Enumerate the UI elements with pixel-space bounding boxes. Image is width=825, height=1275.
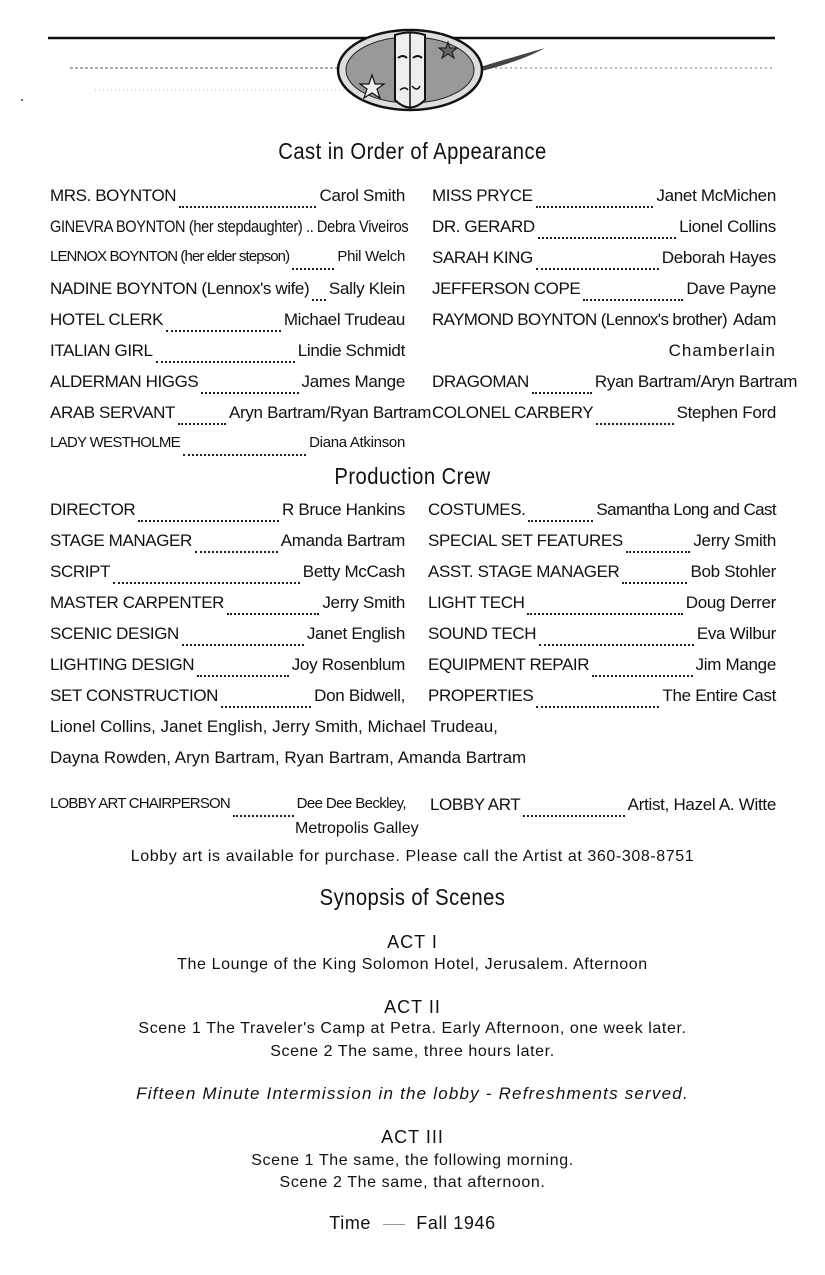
lobby-chair-row: LOBBY ART CHAIRPERSON Dee Dee Beckley, <box>50 795 406 826</box>
cast-row: NADINE BOYNTON (Lennox's wife) Sally Klein <box>50 279 405 310</box>
crew-row: LIGHTING DESIGN Joy Rosenblum <box>50 655 405 686</box>
lobby-art-row: LOBBY ART Artist, Hazel A. Witte <box>430 795 776 826</box>
cast-row: ALDERMAN HIGGS James Mange <box>50 372 405 403</box>
cast-row: LADY WESTHOLME Diana Atkinson <box>50 434 405 465</box>
cast-list-right <box>432 186 798 434</box>
crew-title: Production Crew <box>334 463 491 489</box>
cast-row: ITALIAN GIRL Lindie Schmidt <box>50 341 405 372</box>
crew-row: STAGE MANAGER Amanda Bartram <box>50 531 405 562</box>
crew-row: SPECIAL SET FEATURES Jerry Smith <box>428 531 776 562</box>
cast-list-left <box>50 186 432 465</box>
crew-row-continuation: Dayna Rowden, Aryn Bartram, Ryan Bartram, Amanda Bartram <box>50 748 527 767</box>
crew-row: COSTUMES. Samantha Long and Cast <box>428 500 776 531</box>
time-label: Time <box>329 1213 372 1233</box>
synopsis-title: Synopsis of Scenes <box>319 884 506 910</box>
crew-row: SCRIPT Betty McCash <box>50 562 405 593</box>
cast-row: JEFFERSON COPE Dave Payne <box>432 279 776 310</box>
cast-row: MISS PRYCE Janet McMichen <box>432 186 776 217</box>
cast-title: Cast in Order of Appearance <box>278 138 547 164</box>
time-dash <box>383 1224 405 1225</box>
act1-heading: ACT I <box>387 932 438 952</box>
lobby-chair-block <box>50 795 419 837</box>
crew-list-left <box>50 500 527 779</box>
crew-row-continuation: Lionel Collins, Janet English, Jerry Smith, Michael Trudeau, <box>50 717 498 736</box>
cast-row-continuation: Chamberlain <box>668 341 776 360</box>
cast-row: HOTEL CLERK Michael Trudeau <box>50 310 405 341</box>
cast-row: DRAGOMAN Ryan Bartram/Aryn Bartram <box>432 372 776 403</box>
act2-scene2: Scene 2 The same, three hours later. <box>270 1043 555 1060</box>
lobby-art-block <box>430 795 776 826</box>
intermission-note: Fifteen Minute Intermission in the lobby - Refreshments served. <box>136 1084 689 1103</box>
crew-row: ASST. STAGE MANAGER Bob Stohler <box>428 562 776 593</box>
lobby-chair-name-2: Metropolis Galley <box>295 820 419 837</box>
act3-scene1: Scene 1 The same, the following morning. <box>251 1152 574 1169</box>
crew-row: DIRECTOR R Bruce Hankins <box>50 500 405 531</box>
cast-row: COLONEL CARBERY Stephen Ford <box>432 403 776 434</box>
cast-row: GINEVRA BOYNTON (her stepdaughter) .. Debra Viveiros <box>50 217 409 236</box>
act2-scene1: Scene 1 The Traveler's Camp at Petra. Early Afternoon, one week later. <box>138 1020 687 1037</box>
crew-row: SOUND TECH Eva Wilbur <box>428 624 776 655</box>
act1-description: The Lounge of the King Solomon Hotel, Jerusalem. Afternoon <box>177 956 648 973</box>
crew-row: SET CONSTRUCTION Don Bidwell, <box>50 686 405 717</box>
crew-row: LIGHT TECH Doug Derrer <box>428 593 776 624</box>
act2-heading: ACT II <box>384 997 441 1017</box>
crew-row: EQUIPMENT REPAIR Jim Mange <box>428 655 776 686</box>
crew-row: SCENIC DESIGN Janet English <box>50 624 405 655</box>
act3-heading: ACT III <box>381 1127 444 1147</box>
cast-row: MRS. BOYNTON Carol Smith <box>50 186 405 217</box>
crew-row: PROPERTIES The Entire Cast <box>428 686 776 717</box>
cast-row: SARAH KING Deborah Hayes <box>432 248 776 279</box>
time-line <box>0 1213 825 1234</box>
crew-row: MASTER CARPENTER Jerry Smith <box>50 593 405 624</box>
theater-masks-emblem <box>0 0 825 125</box>
cast-row: LENNOX BOYNTON (her elder stepson) Phil Welch <box>50 248 405 279</box>
lobby-note: Lobby art is available for purchase. Please call the Artist at 360-308-8751 <box>130 848 695 865</box>
crew-list-right <box>428 500 776 717</box>
time-value: Fall 1946 <box>416 1213 496 1233</box>
cast-row: RAYMOND BOYNTON (Lennox's brother) Adam <box>432 310 777 329</box>
act3-scene2: Scene 2 The same, that afternoon. <box>279 1174 546 1191</box>
cast-row: ARAB SERVANT Aryn Bartram/Ryan Bartram <box>50 403 405 434</box>
cast-row: DR. GERARD Lionel Collins <box>432 217 776 248</box>
